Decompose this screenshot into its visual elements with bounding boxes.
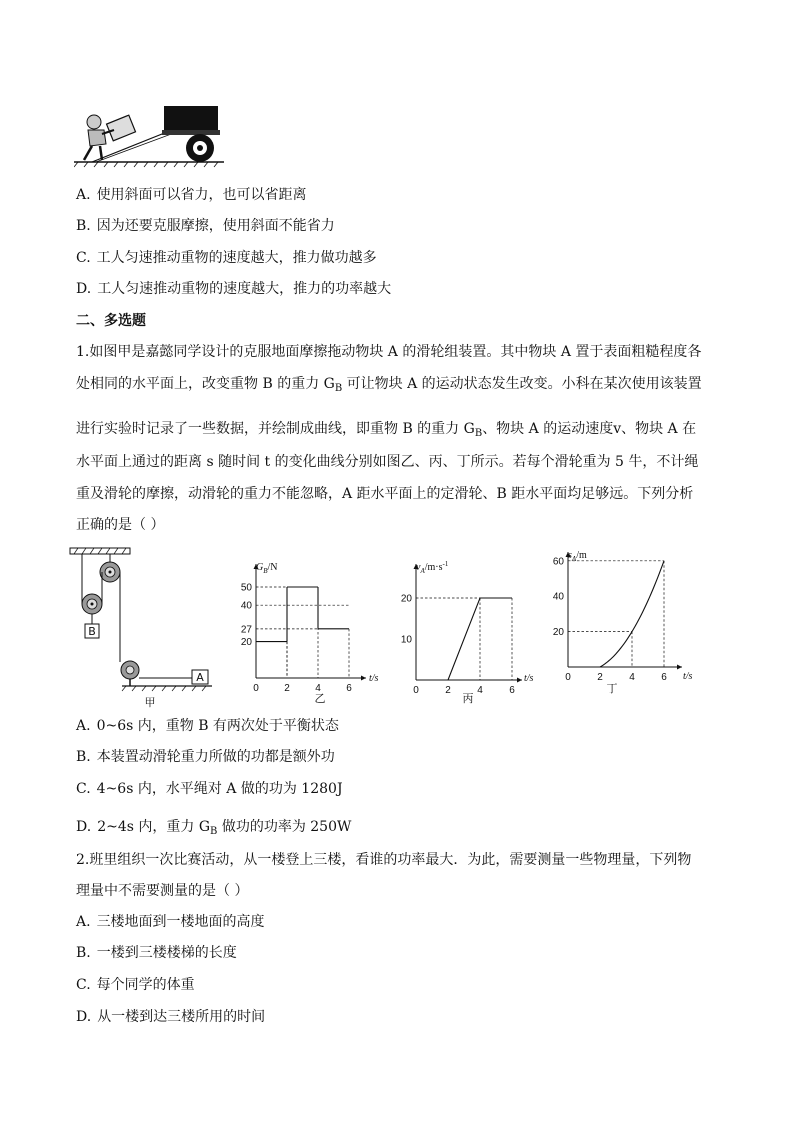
ylabel-unit: /m·s <box>424 562 443 573</box>
x-tick-label: 2 <box>445 685 451 696</box>
q1-line2-sub: B <box>334 383 343 394</box>
ylabel-sub: A <box>420 567 425 575</box>
chart-bing-plot <box>401 564 522 696</box>
option-text: 4~6s 内，水平绳对 A 做的功为 1280J <box>96 781 343 797</box>
q1-option-d <box>76 817 351 842</box>
ylabel-main: v <box>416 562 421 573</box>
x-axis-arrow <box>677 665 682 670</box>
option-letter: D. <box>76 1009 92 1025</box>
figure-jia-pulley-system <box>66 546 226 708</box>
x-axis-arrow <box>517 678 522 683</box>
x-tick-label: 0 <box>413 685 419 696</box>
option-text: 三楼地面到一楼地面的高度 <box>96 914 265 930</box>
caption-ding: 丁 <box>606 682 618 695</box>
q2-option-b <box>76 943 237 963</box>
y-tick-label: 40 <box>552 591 564 603</box>
option-letter: B. <box>76 749 91 765</box>
chart-yi-gravity <box>236 556 384 706</box>
x-tick-label: 6 <box>661 672 667 683</box>
option-text: 使用斜面可以省力，也可以省距离 <box>96 187 307 203</box>
x-tick-label: 2 <box>284 683 290 694</box>
q1-option-a <box>76 716 339 736</box>
option-letter: A. <box>76 187 91 203</box>
option-letter: D. <box>76 819 92 835</box>
y-tick-label: 20 <box>400 593 412 605</box>
chart-ding-xlabel: t/s <box>683 671 693 682</box>
option-letter: D. <box>76 281 92 297</box>
option-d-part-b: 做功的功率为 250W <box>217 819 352 835</box>
chart-yi-xlabel: t/s <box>369 673 379 684</box>
y-tick-label: 40 <box>240 600 252 612</box>
q1-stem-line1: 1.如图甲是嘉懿同学设计的克服地面摩擦拖动物块 A 的滑轮组装置。其中物块 A 置于表面粗糙程度各 <box>76 344 702 360</box>
q1-option-b <box>76 747 335 767</box>
q1-stem-line5: 重及滑轮的摩擦，动滑轮的重力不能忽略，A 距水平面上的定滑轮、B 距水平面均足够远。下列分析 <box>76 486 694 502</box>
prev-option-c <box>76 248 377 268</box>
block-a-label: A <box>196 671 204 684</box>
chart-bing-ylabel <box>416 560 449 575</box>
q2-option-c <box>76 975 195 995</box>
option-text <box>97 819 351 835</box>
x-tick-label: 4 <box>315 683 321 694</box>
chart-yi-ylabel <box>256 562 278 575</box>
block-b-label: B <box>88 625 96 638</box>
q1-line3-part-a: 进行实验时记录了一些数据，并绘制成曲线，即重物 B 的重力 G <box>76 421 475 437</box>
section-title: 二、多选题 <box>76 313 146 329</box>
caption-bing: 丙 <box>462 692 474 705</box>
x-tick-label: 0 <box>565 672 571 683</box>
y-tick-label: 20 <box>240 637 252 649</box>
option-text: 工人匀速推动重物的速度越大，推力的功率越大 <box>97 281 392 297</box>
option-text: 一楼到三楼楼梯的长度 <box>96 945 237 961</box>
x-tick-label: 4 <box>629 672 635 683</box>
q1-line3-sub: B <box>474 428 483 439</box>
y-tick-label: 50 <box>240 582 252 594</box>
y-tick-label: 20 <box>552 627 564 639</box>
y-tick-label: 27 <box>240 624 252 636</box>
option-text: 0~6s 内，重物 B 有两次处于平衡状态 <box>96 718 339 734</box>
option-d-sub: B <box>210 826 218 837</box>
x-tick-label: 6 <box>509 685 515 696</box>
option-text: 每个同学的体重 <box>96 977 195 993</box>
chart-bing-velocity <box>396 556 544 706</box>
ylabel-main: G <box>256 562 264 573</box>
option-text: 因为还要克服摩擦，使用斜面不能省力 <box>96 218 335 234</box>
chart-yi-plot <box>241 564 366 694</box>
q1-option-c <box>76 779 343 799</box>
q2-option-a <box>76 912 265 932</box>
q1-line2-part-b: 可让物块 A 的运动状态发生改变。小科在某次使用该装置 <box>342 376 702 392</box>
y-tick-label: 60 <box>552 556 564 568</box>
q1-stem-line2 <box>76 374 702 399</box>
ylabel-sup: -1 <box>442 560 449 568</box>
option-text: 工人匀速推动重物的速度越大，推力做功越多 <box>96 250 377 266</box>
x-tick-label: 0 <box>253 683 259 694</box>
prev-option-a <box>76 185 307 205</box>
ylabel-unit: /m <box>576 550 587 561</box>
q1-stem-line6: 正确的是（ ） <box>76 517 165 533</box>
chart-bing-xlabel: t/s <box>524 673 534 684</box>
option-letter: C. <box>76 977 91 993</box>
ylabel-main: s <box>568 550 572 561</box>
x-tick-label: 6 <box>346 683 352 694</box>
option-letter: A. <box>76 718 91 734</box>
ylabel-unit: /N <box>267 562 278 573</box>
q1-stem-line3 <box>76 419 696 444</box>
option-text: 从一楼到达三楼所用的时间 <box>97 1009 266 1025</box>
option-letter: A. <box>76 914 91 930</box>
option-letter: B. <box>76 945 91 961</box>
q2-stem-line1: 2.班里组织一次比赛活动，从一楼登上三楼，看谁的功率最大．为此，需要测量一些物理量，下列物 <box>76 852 692 868</box>
ylabel-sub: B <box>263 567 268 575</box>
prev-option-d <box>76 279 391 299</box>
x-tick-label: 2 <box>597 672 603 683</box>
q2-option-d <box>76 1007 265 1027</box>
prev-option-b <box>76 216 335 236</box>
option-text: 本装置动滑轮重力所做的功都是额外功 <box>96 749 335 765</box>
x-axis-arrow <box>361 676 366 681</box>
option-d-part-a: 2~4s 内，重力 G <box>97 819 211 835</box>
q1-line2-part-a: 处相同的水平面上，改变重物 B 的重力 G <box>76 376 335 392</box>
option-letter: B. <box>76 218 91 234</box>
ramp-illustration <box>74 100 234 168</box>
option-letter: C. <box>76 781 91 797</box>
q1-line3-part-b: 、物块 A 的运动速度v、物块 A 在 <box>482 421 697 437</box>
caption-yi: 乙 <box>314 692 326 705</box>
y-tick-label: 10 <box>400 634 412 646</box>
x-tick-label: 4 <box>477 685 483 696</box>
option-letter: C. <box>76 250 91 266</box>
ylabel-sub: A <box>571 555 577 563</box>
q2-stem-line2: 理量中不需要测量的是（ ） <box>76 883 249 899</box>
caption-jia: 甲 <box>144 696 156 708</box>
chart-ding-plot <box>553 552 682 683</box>
chart-ding-distance <box>546 546 706 696</box>
q1-stem-line4: 水平面上通过的距离 s 随时间 t 的变化曲线分别如图乙、丙、丁所示。若每个滑轮重为 5 牛，不计绳 <box>76 454 699 470</box>
